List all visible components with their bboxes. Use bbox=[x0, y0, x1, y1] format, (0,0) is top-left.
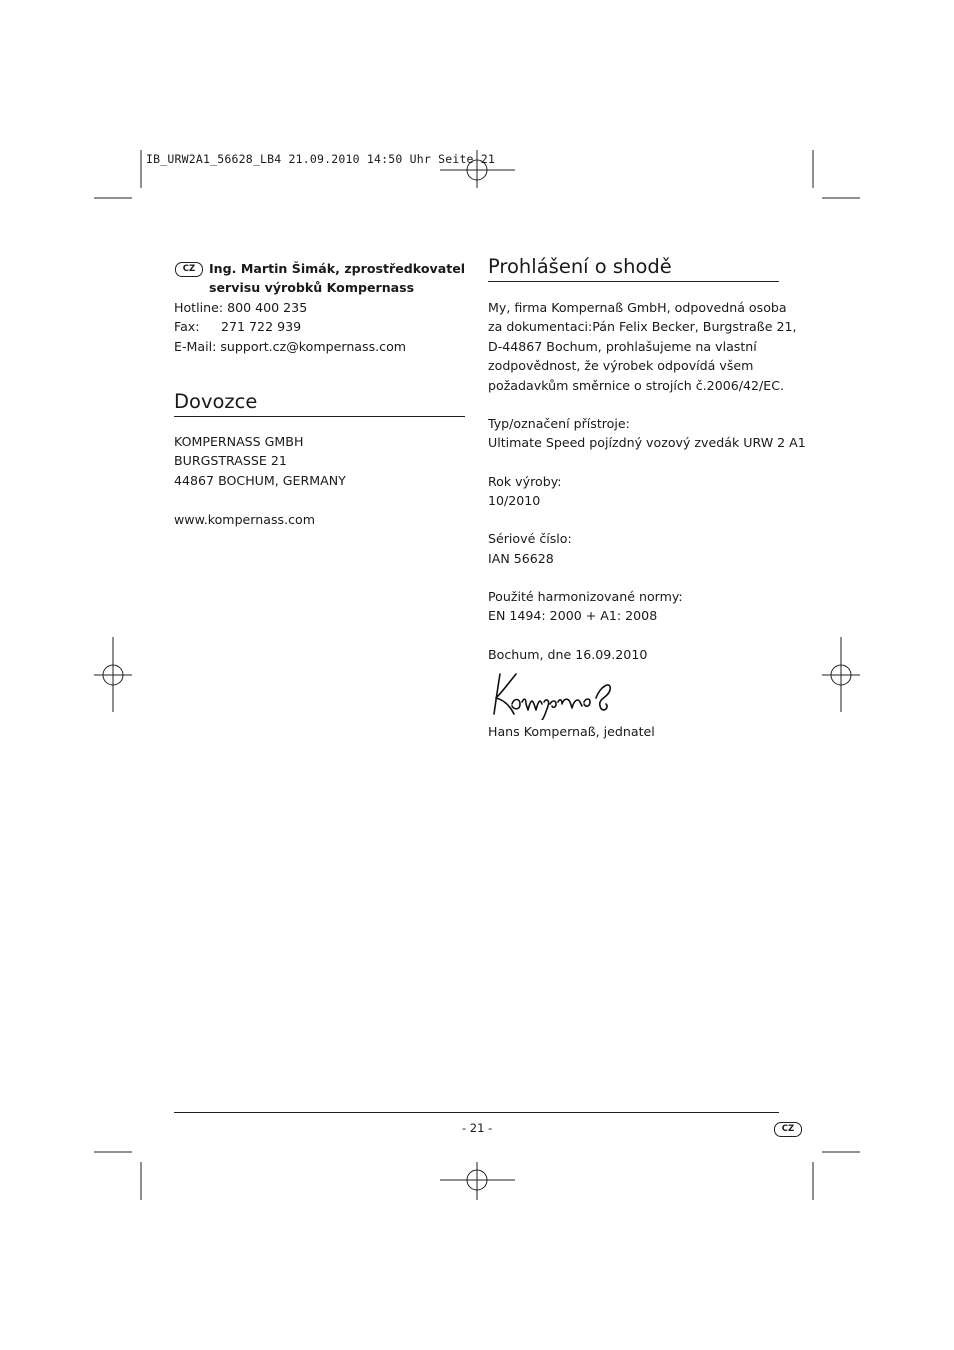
importer-rule bbox=[174, 416, 465, 417]
year-value: 10/2010 bbox=[488, 493, 541, 508]
fax-value: 271 722 939 bbox=[221, 319, 302, 334]
place-date: Bochum, dne 16.09.2010 bbox=[488, 647, 648, 662]
page-number: - 21 - bbox=[462, 1121, 493, 1135]
norms-label: Použité harmonizované normy: bbox=[488, 589, 683, 604]
signature-image bbox=[488, 668, 618, 720]
year-label: Rok výroby: bbox=[488, 474, 562, 489]
importer-heading: Dovozce bbox=[174, 390, 258, 413]
footer-rule bbox=[174, 1112, 779, 1113]
country-badge: CZ bbox=[175, 262, 203, 277]
intro-line: D-44867 Bochum, prohlašujeme na vlastní bbox=[488, 339, 757, 354]
device-value: Ultimate Speed pojízdný vozový zvedák URW 2 A1 bbox=[488, 435, 806, 450]
signatory: Hans Kompernaß, jednatel bbox=[488, 724, 655, 739]
serial-value: IAN 56628 bbox=[488, 551, 554, 566]
intro-line: zodpovědnost, že výrobek odpovídá všem bbox=[488, 358, 754, 373]
fax-label: Fax: bbox=[174, 319, 200, 334]
service-name-line2: servisu výrobků Kompernass bbox=[209, 280, 415, 295]
device-label: Typ/označení přístroje: bbox=[488, 416, 630, 431]
intro-line: My, firma Kompernaß GmbH, odpovedná osoba bbox=[488, 300, 787, 315]
website: www.kompernass.com bbox=[174, 512, 315, 527]
importer-line: BURGSTRASSE 21 bbox=[174, 453, 287, 468]
importer-line: 44867 BOCHUM, GERMANY bbox=[174, 473, 346, 488]
print-slug: IB_URW2A1_56628_LB4 21.09.2010 14:50 Uhr Seite 21 bbox=[146, 152, 496, 166]
intro-line: požadavkům směrnice o strojích č.2006/42/EC. bbox=[488, 378, 785, 393]
declaration-rule bbox=[488, 281, 779, 282]
hotline: Hotline: 800 400 235 bbox=[174, 300, 308, 315]
serial-label: Sériové číslo: bbox=[488, 531, 572, 546]
norms-value: EN 1494: 2000 + A1: 2008 bbox=[488, 608, 658, 623]
email: E-Mail: support.cz@kompernass.com bbox=[174, 339, 407, 354]
footer-country-badge: CZ bbox=[774, 1122, 802, 1137]
intro-line: za dokumentaci:Pán Felix Becker, Burgstraße 21, bbox=[488, 319, 797, 334]
service-name-line1: Ing. Martin Šimák, zprostředkovatel bbox=[209, 261, 466, 276]
declaration-heading: Prohlášení o shodě bbox=[488, 255, 672, 278]
importer-line: KOMPERNASS GMBH bbox=[174, 434, 304, 449]
